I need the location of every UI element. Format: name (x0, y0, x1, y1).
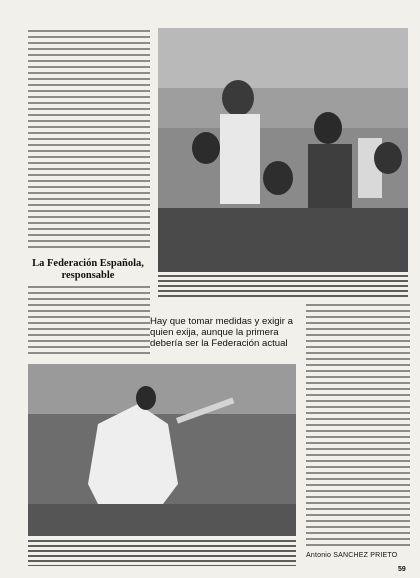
article-column-left-bottom (28, 286, 150, 354)
player-on-court-photo (28, 364, 296, 536)
section-subheading (20, 258, 156, 282)
player-photo-caption (28, 540, 296, 566)
article-column-left-top (28, 30, 150, 250)
page-number: 59 (398, 566, 406, 573)
pull-quote: Hay que tomar medidas y exigir a quien exija, aunque la primera debería ser la Federación actual (150, 316, 293, 349)
subheading-line-1: La Federación Española, (32, 258, 144, 269)
article-column-right (306, 304, 410, 550)
crowd-photo-drawing (158, 28, 408, 272)
court-photo-drawing (28, 364, 296, 536)
crowd-celebration-photo (158, 28, 408, 272)
byline: Antonio SANCHEZ PRIETO (306, 552, 398, 559)
crowd-photo-caption (158, 275, 408, 299)
subheading-line-2: responsable (61, 270, 115, 281)
